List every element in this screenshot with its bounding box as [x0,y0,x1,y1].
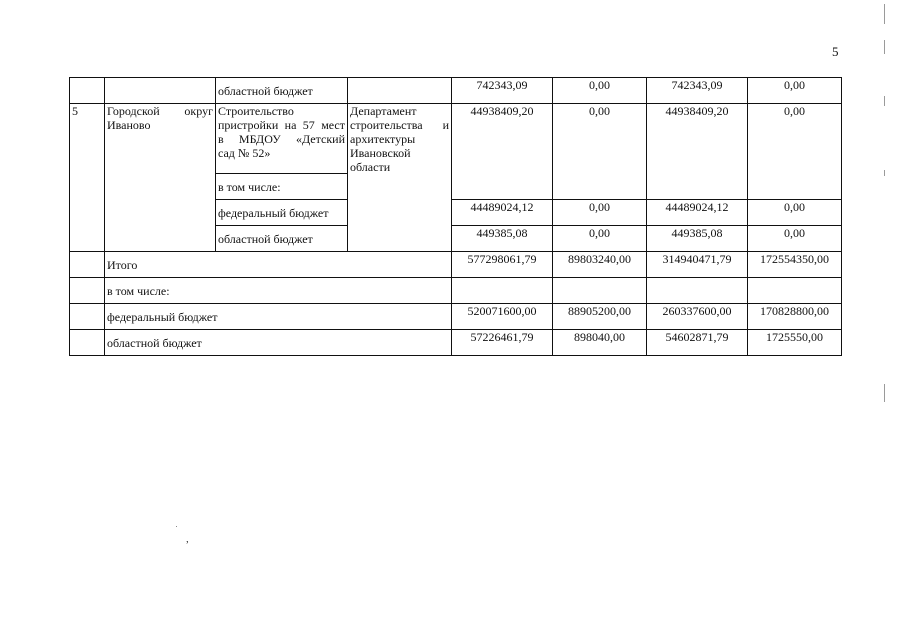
table-row [70,278,842,304]
row-num-cell [70,304,105,330]
value-cell: 314940471,79 [647,252,748,278]
value-cell: 742343,09 [647,78,748,104]
value-cell: 0,00 [553,78,647,104]
project-line: Строительство [218,104,294,118]
value-cell: 742343,09 [452,78,553,104]
value-cell: 54602871,79 [647,330,748,356]
row-label: в том числе: [105,278,452,304]
row-num-cell [70,252,105,278]
value-cell [452,278,553,304]
value-cell: 449385,08 [452,226,553,252]
row-label: областной бюджет [216,226,348,252]
municipality-cell [105,104,216,252]
budget-table [69,77,842,356]
department-line: строительства и [350,118,449,132]
value-cell: 449385,08 [647,226,748,252]
row-label: федеральный бюджет [216,200,348,226]
project-line: пристройки на 57 мест [218,118,345,132]
project-cell [216,104,348,174]
value-cell: 0,00 [748,226,842,252]
table-row [70,252,842,278]
value-cell: 577298061,79 [452,252,553,278]
value-cell [553,278,647,304]
value-cell: 0,00 [553,226,647,252]
value-cell [748,278,842,304]
value-cell: 44938409,20 [452,104,553,200]
value-cell: 0,00 [748,78,842,104]
item-number: 5 [70,104,105,252]
value-cell: 172554350,00 [748,252,842,278]
table-row [70,304,842,330]
project-line: сад № 52» [218,146,271,160]
value-cell: 0,00 [553,200,647,226]
value-cell: 0,00 [553,104,647,200]
total-label: Итого [105,252,452,278]
value-cell: 1725550,00 [748,330,842,356]
row-label: областной бюджет [216,78,348,104]
municipality-line: Иваново [107,118,151,132]
value-cell: 170828800,00 [748,304,842,330]
table-row [70,330,842,356]
row-label: федеральный бюджет [105,304,452,330]
scan-edge-marks [884,0,894,640]
department-line: области [350,160,391,174]
value-cell: 0,00 [748,200,842,226]
value-cell [647,278,748,304]
row-label: областной бюджет [105,330,452,356]
project-line: в МБДОУ «Детский [218,132,345,146]
department-line: Департамент [350,104,417,118]
department-line: Ивановской [350,146,411,160]
department-line: архитектуры [350,132,416,146]
table-row [70,104,842,174]
value-cell: 260337600,00 [647,304,748,330]
municipality-line: Городской округ [107,104,213,118]
value-cell: 44489024,12 [452,200,553,226]
row-num-cell [70,78,105,104]
scan-speck [176,526,177,527]
page-number: 5 [832,44,839,59]
municipality-cell [105,78,216,104]
row-num-cell [70,278,105,304]
value-cell: 520071600,00 [452,304,553,330]
row-label: в том числе: [216,174,348,200]
value-cell: 89803240,00 [553,252,647,278]
value-cell: 44938409,20 [647,104,748,200]
value-cell: 57226461,79 [452,330,553,356]
value-cell: 88905200,00 [553,304,647,330]
value-cell: 44489024,12 [647,200,748,226]
row-num-cell [70,330,105,356]
stray-mark: , [186,533,189,545]
value-cell: 898040,00 [553,330,647,356]
value-cell: 0,00 [748,104,842,200]
department-cell [348,104,452,252]
table-row [70,78,842,104]
department-cell [348,78,452,104]
